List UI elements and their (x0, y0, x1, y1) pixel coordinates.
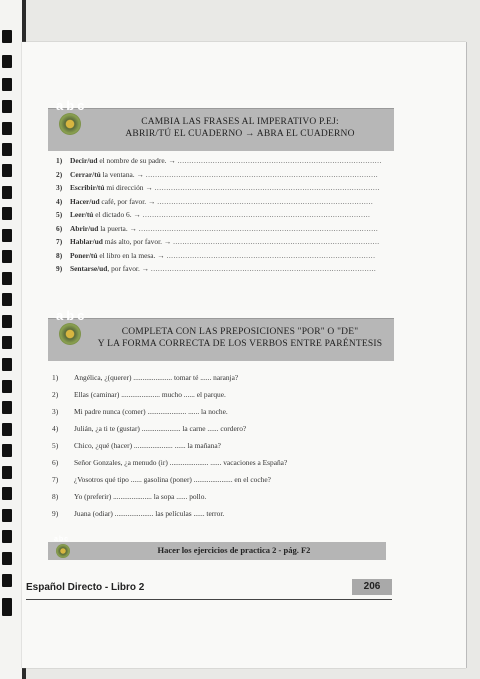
item-number: 9) (56, 264, 63, 273)
item-number: 2) (56, 169, 63, 179)
exercise-item (56, 264, 396, 273)
item-verb: Hablar/ud (70, 237, 103, 246)
binder-ring (2, 30, 12, 43)
item-text: el dictado 6. → (93, 210, 143, 219)
binder-ring (2, 336, 12, 349)
binder-ring (2, 122, 12, 135)
answer-blank[interactable]: ................................................................................................. (142, 210, 371, 219)
item-verb: Sentarse/ud (70, 264, 108, 273)
binder-ring (2, 552, 12, 565)
item-text: más alto, por favor. → (102, 237, 174, 246)
item-text[interactable]: Mi padre nunca (comer) ..................... ...... la noche. (74, 407, 228, 416)
item-text[interactable]: Julián, ¿a ti te (gustar) ..................... la carne ...... cordero? (74, 424, 247, 433)
item-text: café, por favor. → (99, 196, 158, 206)
binder-ring (2, 250, 12, 263)
item-number: 4) (52, 424, 59, 433)
exercise-item (56, 210, 396, 219)
section2-title-line2: Y LA FORMA CORRECTA DE LOS VERBOS ENTRE PARÉNTESIS (97, 339, 383, 349)
exercise-item (52, 458, 392, 467)
exercise-item (56, 251, 396, 260)
exercise-item (56, 224, 396, 233)
binder-ring (2, 186, 12, 199)
exercise-item (56, 237, 396, 246)
abc-badge (50, 538, 76, 560)
item-text[interactable]: ¿Vosotros qué tipo ...... gasolina (poner) ..................... en el coche? (74, 475, 271, 484)
exercise-item (52, 407, 392, 416)
item-text[interactable]: Señor Gonzales, ¿a menudo (ir) ..................... ...... vacaciones a España? (74, 458, 288, 467)
binder-ring (2, 100, 12, 113)
binder-ring (2, 164, 12, 177)
section2-title-line1: COMPLETA CON LAS PREPOSICIONES "POR" O "DE" (121, 327, 359, 337)
section1-title-line1: CAMBIA LAS FRASES AL IMPERATIVO P.EJ: (141, 117, 339, 127)
item-verb: Hacer/ud (70, 196, 100, 206)
binder-ring (2, 293, 12, 306)
item-number: 1) (56, 156, 63, 165)
binder-spine (0, 0, 22, 679)
item-number: 3) (52, 407, 59, 416)
item-verb: Leer/tú (70, 210, 94, 219)
practice-reference-bar (48, 536, 386, 560)
practice-reference-text: Hacer los ejercicios de practica 2 - pág. F2 (157, 545, 311, 555)
gear-icon (59, 113, 81, 135)
answer-blank[interactable]: ................................................................................................ (154, 183, 380, 192)
item-number: 1) (52, 373, 59, 382)
exercise-item (52, 373, 392, 382)
binder-ring (2, 574, 12, 587)
abc-label: abc (56, 308, 88, 323)
item-verb: Poner/tú (70, 250, 98, 260)
binder-ring (2, 55, 12, 68)
binder-ring (2, 358, 12, 371)
item-number: 2) (52, 390, 59, 399)
item-text[interactable]: Chico, ¿qué (hacer) ..................... ...... la mañana? (74, 441, 221, 450)
binder-ring (2, 143, 12, 156)
item-text: el nombre de su padre. → (97, 156, 178, 165)
item-text[interactable]: Yo (preferir) ..................... la sopa ...... pollo. (74, 492, 207, 501)
exercise-item (52, 441, 392, 450)
exercise-item (52, 492, 392, 501)
item-number: 6) (56, 223, 63, 233)
item-verb: Escribir/tú (70, 183, 105, 192)
item-text: , por favor. → (107, 264, 151, 273)
item-text: el libro en la mesa. → (97, 250, 167, 260)
section2-header (48, 308, 394, 361)
exercise-item (56, 183, 396, 192)
item-text[interactable]: Angélica, ¿(querer) ..................... tomar té ...... naranja? (74, 373, 239, 382)
footer-divider (26, 599, 392, 600)
binder-ring (2, 380, 12, 393)
item-number: 9) (52, 509, 59, 518)
item-verb: Abrir/ud (70, 223, 99, 233)
item-number: 3) (56, 183, 63, 192)
section1-title-line2: ABRIR/TÚ EL CUADERNO → ABRA EL CUADERNO (125, 129, 355, 139)
binder-ring (2, 598, 12, 616)
binder-ring (2, 487, 12, 500)
exercise-item (56, 197, 396, 206)
item-number: 7) (52, 475, 59, 484)
binder-ring (2, 466, 12, 479)
answer-blank[interactable]: ................................................................................................... (145, 169, 379, 179)
binder-ring (2, 423, 12, 436)
item-text: la puerta. → (98, 223, 139, 233)
item-number: 7) (56, 237, 63, 246)
item-number: 4) (56, 196, 63, 206)
exercise-item (56, 170, 396, 179)
item-number: 8) (52, 492, 59, 501)
section1-title (96, 116, 384, 140)
item-number: 5) (56, 210, 63, 219)
worksheet-page (22, 42, 466, 668)
section2-title (96, 326, 384, 350)
item-text[interactable]: Ellas (caminar) ..................... mucho ...... el parque. (74, 390, 226, 399)
answer-blank[interactable]: ................................................................................................ (150, 264, 377, 273)
answer-blank[interactable]: ........................................................................................ (173, 237, 380, 246)
exercise-item (52, 509, 392, 518)
page-number: 206 (352, 579, 392, 595)
abc-badge (48, 99, 92, 149)
exercise-item (52, 424, 392, 433)
abc-label: abc (54, 536, 70, 543)
exercise-item (52, 390, 392, 399)
page-right-edge (466, 42, 467, 668)
abc-badge (48, 309, 92, 359)
answer-blank[interactable]: ....................................................................................... (177, 156, 382, 165)
binder-ring (2, 509, 12, 522)
binder-ring (2, 78, 12, 91)
binder-ring (2, 401, 12, 414)
book-title: Español Directo - Libro 2 (26, 582, 145, 593)
binder-ring (2, 272, 12, 285)
answer-blank[interactable]: ...................................................................................................... (138, 223, 379, 233)
item-number: 5) (52, 441, 59, 450)
exercise-item (56, 156, 396, 165)
abc-label: abc (56, 98, 88, 113)
item-number: 8) (56, 250, 63, 260)
answer-blank[interactable]: ......................................................................................... (166, 250, 376, 260)
binder-ring (2, 315, 12, 328)
item-verb: Decir/ud (70, 156, 98, 165)
binder-ring (2, 530, 12, 543)
binder-ring (2, 229, 12, 242)
item-text[interactable]: Juana (odiar) ..................... las películas ...... terror. (74, 509, 225, 518)
item-verb: Cerrar/tú (70, 169, 101, 179)
gear-icon (56, 544, 70, 558)
item-number: 6) (52, 458, 59, 467)
item-text: la ventana. → (100, 169, 146, 179)
gear-icon (59, 323, 81, 345)
answer-blank[interactable]: ............................................................................................ (157, 196, 374, 206)
binder-ring (2, 207, 12, 220)
exercise-item (52, 475, 392, 484)
section1-header (48, 98, 394, 151)
binder-ring (2, 444, 12, 457)
item-text: mi dirección → (104, 183, 155, 192)
